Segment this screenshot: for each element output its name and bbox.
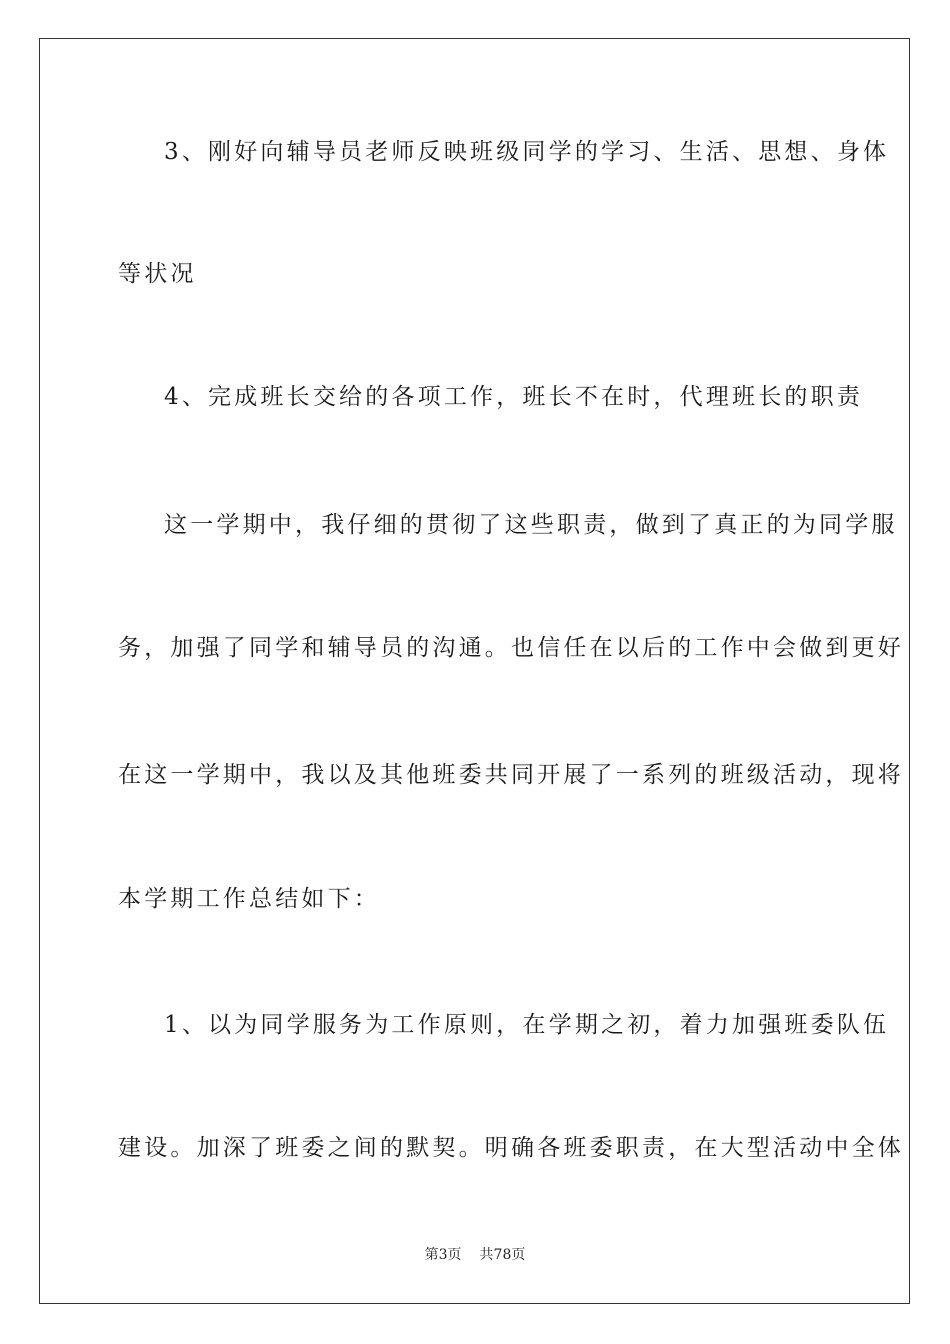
paragraph-line: 建设。加深了班委之间的默契。明确各班委职责，在大型活动中全体 — [118, 1135, 904, 1161]
paragraph-line: 3、刚好向辅导员老师反映班级同学的学习、生活、思想、身体 — [164, 139, 890, 165]
paragraph-line: 在这一学期中，我以及其他班委共同开展了一系列的班级活动，现将 — [118, 762, 904, 788]
page-border — [39, 38, 910, 1304]
paragraph-line: 等状况 — [118, 261, 197, 287]
paragraph-line: 本学期工作总结如下： — [118, 886, 380, 912]
page-number: 第3页 — [424, 1247, 462, 1263]
paragraph-line: 务，加强了同学和辅导员的沟通。也信任在以后的工作中会做到更好 — [118, 635, 904, 661]
total-pages: 共78页 — [479, 1247, 526, 1263]
page-footer — [0, 1246, 950, 1264]
paragraph-line: 1、以为同学服务为工作原则，在学期之初，着力加强班委队伍 — [164, 1012, 890, 1038]
paragraph-line: 这一学期中，我仔细的贯彻了这些职责，做到了真正的为同学服 — [164, 512, 898, 538]
paragraph-line: 4、完成班长交给的各项工作，班长不在时，代理班长的职责 — [164, 384, 864, 410]
